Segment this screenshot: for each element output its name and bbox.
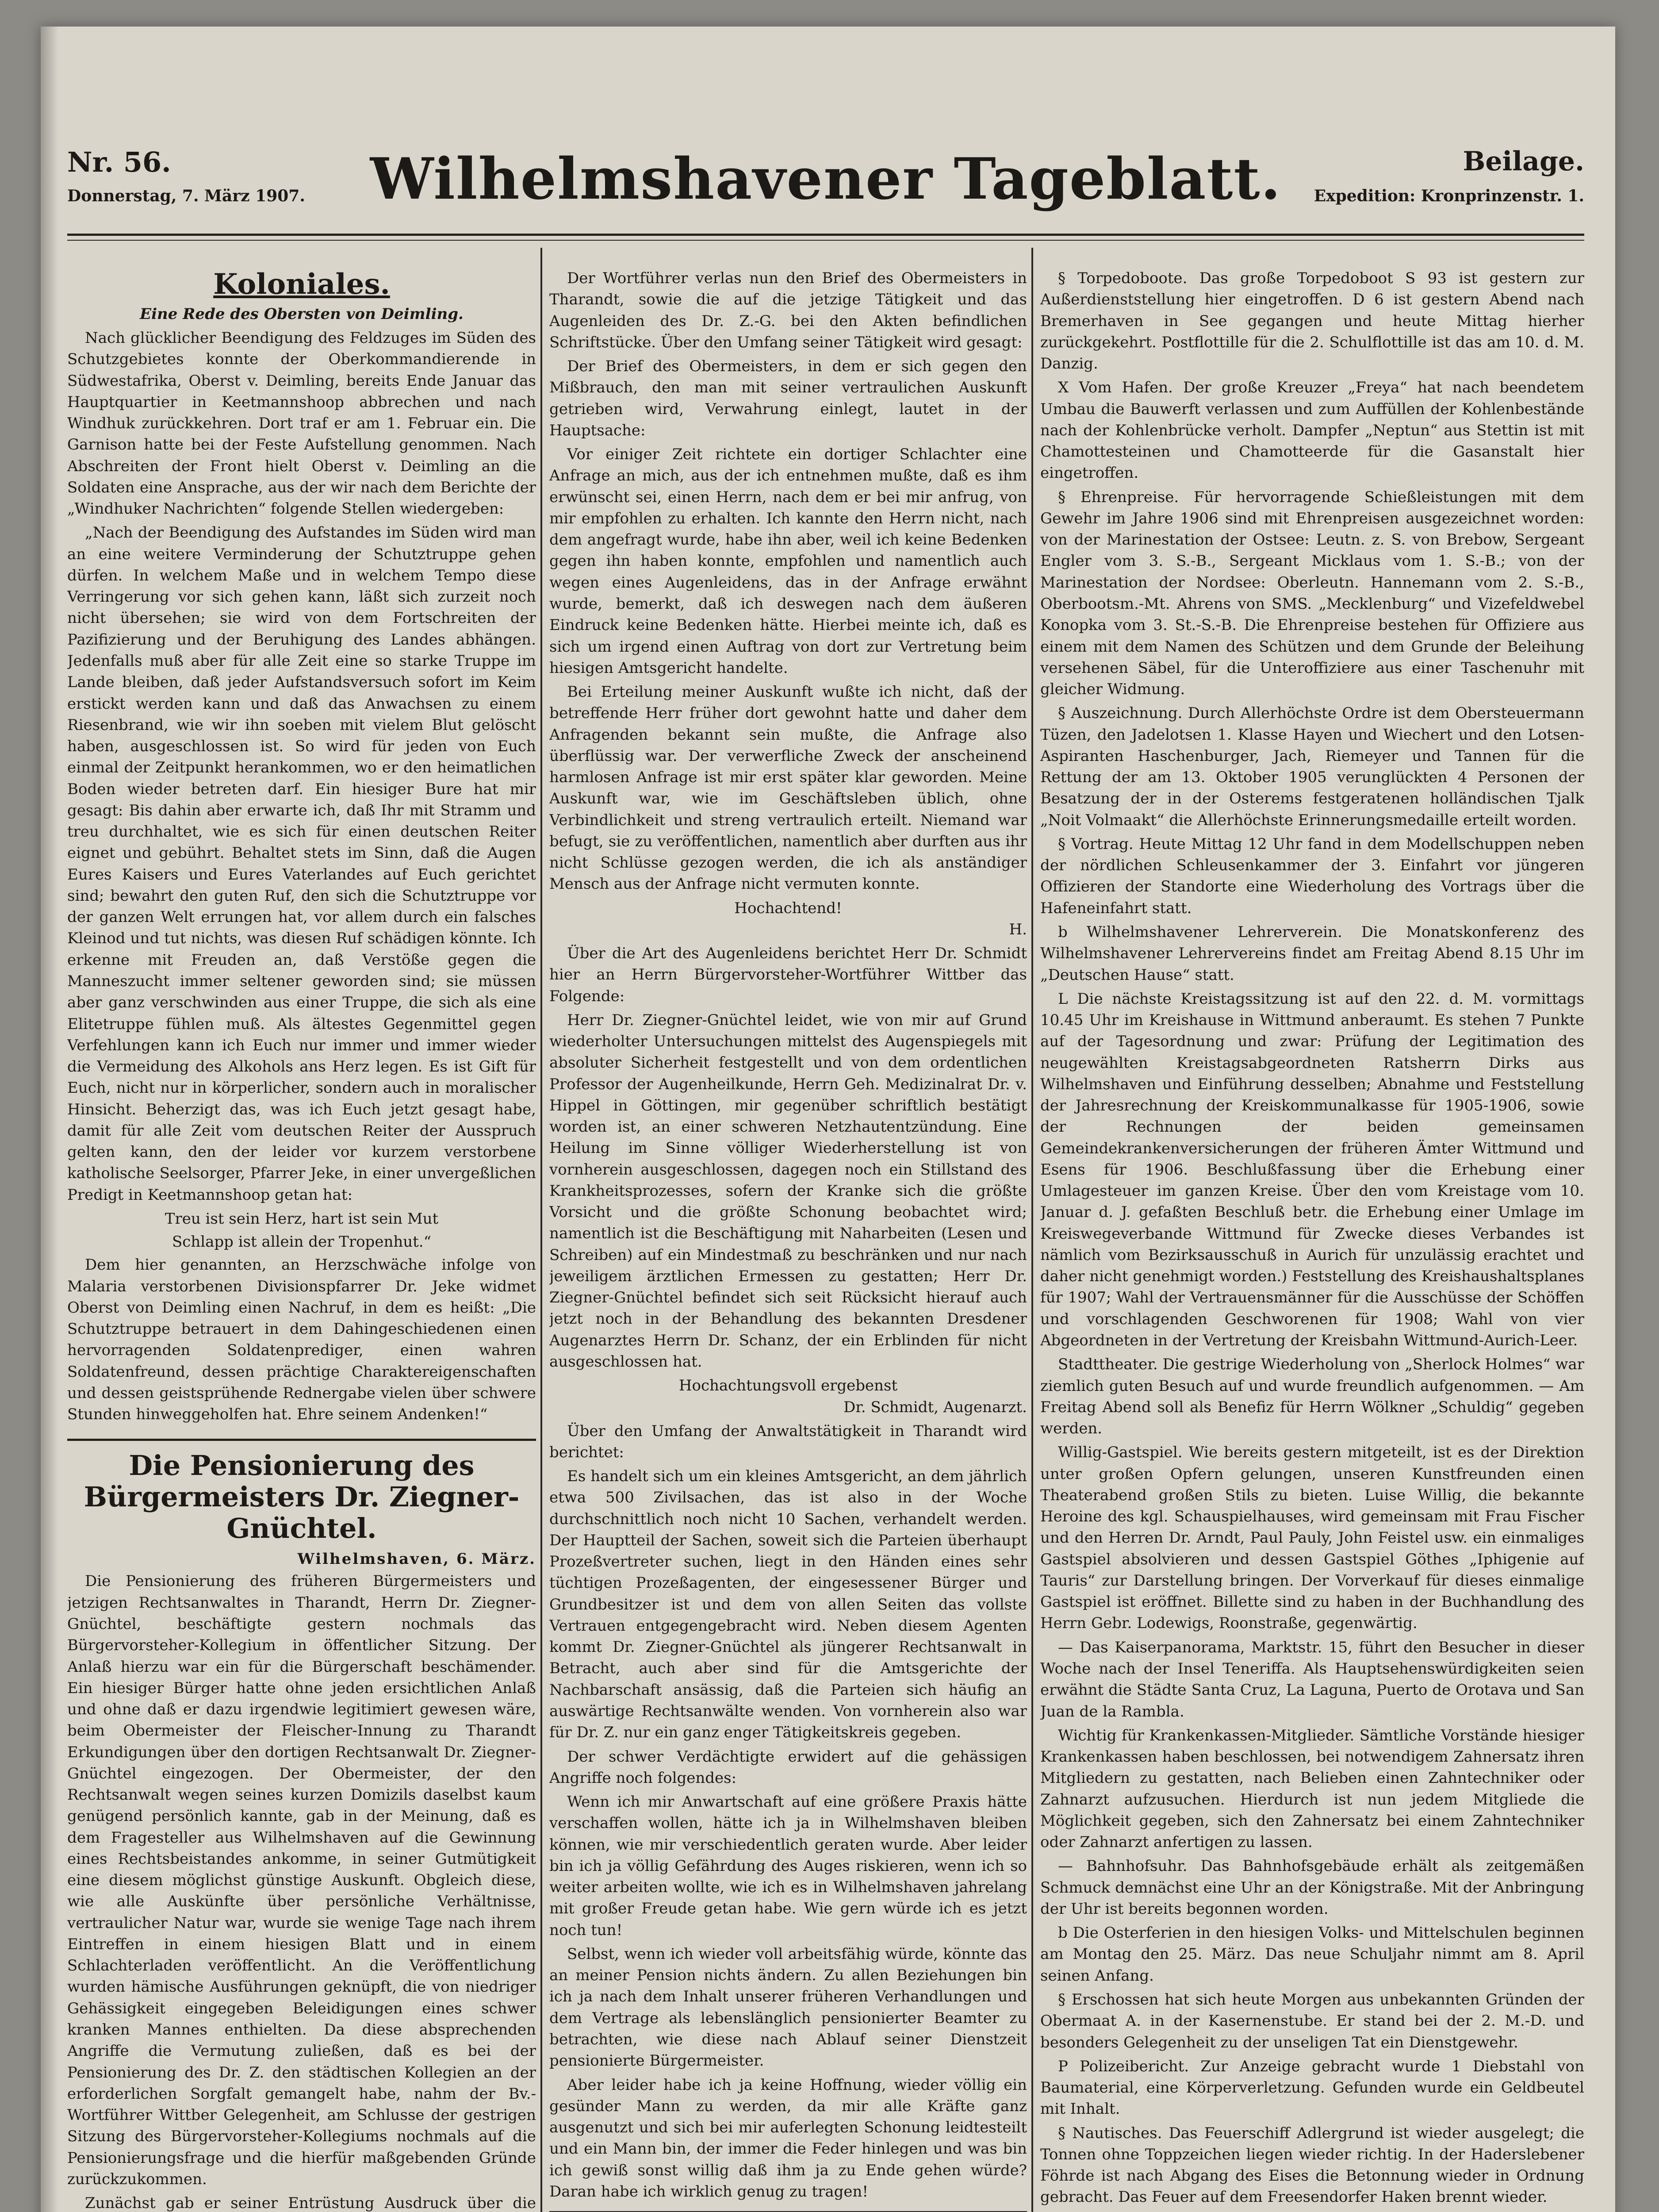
letter-closing: Hochachtungsvoll ergebenst	[678, 1377, 898, 1395]
column-divider-1	[540, 248, 542, 2212]
news-item: Stadttheater. Die gestrige Wiederholung von „Sherlock Holmes“ war ziemlich guten Besuch auf und wurde freundlich aufgenommen. — Am Freitag Abend soll als Benefiz für Herrn Wölkner „Schuldig“ gegeben werden.	[1040, 1356, 1584, 1438]
news-item: § Erschossen hat sich heute Morgen aus unbekannten Gründen der Obermaat A. in der Kasernenstube. Er stand bei der 2. M.-D. und besonders Gelegenheit zu der unseligen Tat ein Dienstgewehr.	[1040, 1990, 1584, 2051]
news-item: L Die nächste Kreistagssitzung ist auf den 22. d. M. vormittags 10.45 Uhr im Kreishause in Wittmund anberaumt. Es stehen 7 Punkte auf der Tagesordnung und zwar: Prüfung der Legitimation des neugewählten Kreistagsabgeordneten Ratsherrn Dirks aus Wilhelmshaven und Einführung desselben; Abnahme und Feststellung der Jahresrechnung der Kreiskommunalkasse für 1905-1906, sowie der Rechnungen der beiden gemeinsamen Gemeindekrankenversicherungen der früheren Ämter Wittmund und Esens für 1906. Beschlußfassung über die Erhebung einer Umlagesteuer im ganzen Kreise. Über den vom Kreistage vom 10. Januar d. J. gefaßten Beschluß betr. die Erhebung einer Umlage im Kreiswegeverbande Wittmund für Zwecke dieses Verbandes ist nämlich vom Bezirksausschuß in Aurich für unzulässig erachtet und daher nicht genehmigt worden.) Feststellung des Kreishaushaltsplanes für 1907; Wahl der Vertrauensmänner für die Ausschüsse der Schöffen und vorschlagenden Geschworenen für 1908; Wahl von vier Abgeordneten in der Vertretung der Kreisbahn Wittmund-Aurich-Leer.	[1040, 990, 1584, 1350]
letter-paragraph: Vor einiger Zeit richtete ein dortiger Schlachter eine Anfrage an mich, aus der ich entnehmen mußte, daß es ihm erwünscht sei, einen Herrn, nach dem er bei mir anfrug, von mir empfohlen zu erhalten. Ich kannte den Herrn nicht, nach dem angefragt wurde, habe ihn aber, weil ich keine Bedenken gegen ihn haben konnte, empfohlen und namentlich auch wegen eines Augenleidens, das in der Anfrage erwähnt wurde, bemerkt, daß ich deswegen nach dem äußeren Eindruck keine Bedenken hätte. Hierbei meinte ich, daß es sich um irgend einen Auftrag von dort zur Vertretung beim hiesigen Amtsgericht handelte.	[549, 445, 1027, 677]
news-item: — Das Kaiserpanorama, Marktstr. 15, führt den Besucher in dieser Woche nach der Insel Teneriffa. Als Hauptsehenswürdigkeiten seien erwähnt die Städte Santa Cruz, La Laguna, Puerto de Orotava und San Juan de la Rambla.	[1040, 1638, 1584, 1720]
expedition-address: Expedition: Kronprinzenstr. 1.	[1314, 187, 1584, 205]
letter-paragraph: Selbst, wenn ich wieder voll arbeitsfähig würde, könnte das an meiner Pension nichts ändern. Zu allen Beziehungen bin ich ja nach dem Inhalt unserer früheren Verhandlungen und dem Vertrage als lebenslänglich pensionierter Beamter zu betrachten, wie diese nach Ablauf seiner Dienstzeit pensionierte Bürgermeister.	[549, 1945, 1027, 2070]
news-item: Willig-Gastspiel. Wie bereits gestern mitgeteilt, ist es der Direktion unter großen Opfern gelungen, unseren Kunstfreunden einen Theaterabend großen Stils zu bieten. Luise Willig, die bekannte Heroine des kgl. Schauspielhauses, wird gemeinsam mit Frau Fischer und den Herren Dr. Arndt, Paul Pauly, John Feistel usw. ein einmaliges Gastspiel absolvieren und dessen Gastspiel Göthes „Iphigenie auf Tauris“ zur Darstellung bringen. Der Vorverkauf für dieses einmalige Gastspiel ist eröffnet. Billette sind zu haben in der Buchhandlung des Herrn Gebr. Lodewigs, Roonstraße, gegenwärtig.	[1040, 1444, 1584, 1632]
newspaper-title: Wilhelmshavener Tageblatt.	[370, 146, 1282, 212]
letter-paragraph: Bei Erteilung meiner Auskunft wußte ich nicht, daß der betreffende Herr früher dort gewohnt hatte und daher dem Anfragenden bekannt sein mußte, die Anfrage also überflüssig war. Der verwerfliche Zweck der anscheinend harmlosen Anfrage ist mir erst später klar geworden. Meine Auskunft war, wie im Geschäftsleben üblich, ohne Verbindlichkeit und streng vertraulich erteilt. Niemand war befugt, sie zu veröffentlichen, namentlich aber durften aus ihr nicht Schlüsse gezogen werden, die ich als anständiger Mensch aus der Anfrage nicht vermuten konnte.	[549, 683, 1027, 893]
article-paragraph: Über den Umfang der Anwaltstätigkeit in Tharandt wird berichtet:	[549, 1422, 1027, 1461]
article-paragraph: Der schwer Verdächtigte erwidert auf die gehässigen Angriffe noch folgendes:	[549, 1747, 1027, 1787]
news-item: b Die Osterferien in den hiesigen Volks- und Mittelschulen beginnen am Montag den 25. März. Das neue Schuljahr nimmt am 8. April seinen Anfang.	[1040, 1924, 1584, 1985]
letter-paragraph: Wenn ich mir Anwartschaft auf eine größere Praxis hätte verschaffen wollen, hätte ich ja in Wilhelmshaven bleiben können, wie mir verschiedentlich geraten wurde. Aber leider bin ich ja völlig Gefährdung des Auges riskieren, wenn ich so weiter arbeiten wollte, wie ich es in Wilhelmshaven jahrelang mit großer Freude getan habe. Wie gern würde ich es jetzt noch tun!	[549, 1793, 1027, 1939]
masthead-rule-bottom	[67, 240, 1584, 241]
koloniales-heading: Koloniales.	[213, 268, 390, 301]
newspaper-page	[41, 27, 1615, 2212]
news-item: § Ehrenpreise. Für hervorragende Schießleistungen mit dem Gewehr im Jahre 1906 sind mit Ehrenpreisen ausgezeichnet worden: von der Marinestation der Ostsee: Leutn. z. S. von Brebow, Sergeant Engler vom 3. S.-B., Sergeant Micklaus vom 1. S.-B.; von der Marinestation der Nordsee: Oberleutn. Hannemann vom 2. S.-B., Oberbootsm.-Mt. Ahrens von SMS. „Mecklenburg“ und Vizefeldwebel Konopka vom 3. St.-S.-B. Die Ehrenpreise bestehen für Offiziere aus einem mit dem Namen des Schützen und dem Grunde der Beleihung versehenen Säbel, für die Unteroffiziere aus einer Taschenuhr mit gleicher Widmung.	[1040, 488, 1584, 699]
koloniales-subheading: Eine Rede des Obersten von Deimling.	[140, 305, 464, 323]
news-item: Wichtig für Krankenkassen-Mitglieder. Sämtliche Vorstände hiesiger Krankenkassen haben beschlossen, bei notwendigem Zahnersatz ihren Mitgliedern zu gestatten, nach Belieben einen Zahntechniker oder Zahnarzt aufzusuchen. Hierdurch ist nun jedem Mitgliede die Möglichkeit gegeben, sich den Zahnersatz bei einem Zahntechniker oder Zahnarzt anfertigen zu lassen.	[1040, 1726, 1584, 1851]
masthead-rule-top	[67, 234, 1584, 236]
column-3	[1040, 268, 1584, 2212]
letter-signature: Dr. Schmidt, Augenarzt.	[843, 1398, 1027, 1416]
column-divider-2	[1031, 248, 1033, 2212]
article-paragraph: Der Brief des Obermeisters, in dem er sich gegen den Mißbrauch, den man mit seiner vertraulichen Auskunft getrieben wird, Verwahrung einlegt, lautet in der Hauptsache:	[549, 357, 1027, 439]
news-item: § Nautisches. Das Feuerschiff Adlergrund ist wieder ausgelegt; die Tonnen ohne Toppzeichen liegen wieder richtig. In der Haderslebener Föhrde ist nach Abgang des Eises die Betonnung wieder in Ordnung gebracht. Das Feuer auf dem Freesendorfer Haken brennt wieder.	[1040, 2124, 1584, 2206]
section-separator	[67, 1439, 536, 1441]
article-paragraph: Dem hier genannten, an Herzschwäche infolge von Malaria verstorbenen Divisionspfarrer Dr. Jeke widmet Oberst von Deimling einen Nachruf, in dem es heißt: „Die Schutztruppe betrauert in dem Dahingeschiedenen einen hervorragenden Soldatenprediger, einen wahren Soldatenfreund, dessen prächtige Charaktereigenschaften und dessen geistsprühende Rednergabe vielen über schwere Stunden hinweggeholfen hat. Ehre seinem Andenken!“	[67, 1256, 536, 1424]
letter-paragraph: Herr Dr. Ziegner-Gnüchtel leidet, wie von mir auf Grund wiederholter Untersuchungen mittelst des Augenspiegels mit absoluter Sicherheit festgestellt und von dem ordentlichen Professor der Augenheilkunde, Herrn Geh. Medizinalrat Dr. v. Hippel in Göttingen, mir gegenüber schriftlich bestätigt worden ist, an einer schweren Netzhautentzündung. Eine Heilung im Sinne völliger Wiederherstellung ist von vornherein ausgeschlossen, dagegen noch ein Stillstand des Krankheitsprozesses, sofern der Kranke sich die größte Vorsicht und die größte Schonung beobachtet wird; namentlich ist die Beschäftigung mit Naharbeiten (Lesen und Schreiben) auf ein Mindestmaß zu beschränken und nur nach jeweiligem ärztlichen Ermessen zu gestatten; Herr Dr. Ziegner-Gnüchtel befindet sich seit Rücksicht hierauf auch jetzt noch in der Behandlung des bekannten Dresdener Augenarztes Herrn Dr. Schanz, der ein Erblinden für nicht ausgeschlossen hat.	[549, 1011, 1027, 1371]
issue-date: Donnerstag, 7. März 1907.	[67, 187, 305, 205]
masthead	[67, 146, 1584, 226]
letter-paragraph: Aber leider habe ich ja keine Hoffnung, wieder völlig ein gesünder Mann zu werden, da mir alle Kräfte ganz ausgenutzt und sich bei mir auferlegten Schonung leidtesteilt und ein Mann bin, der immer die Feder hinlegen und was bin ich gewiß sonst willig daß ihm ja zu Ende gehen würde? Daran habe ich wirklich genug zu tragen!	[549, 2076, 1027, 2200]
pensionierung-heading: Die Pensionierung des Bürgermeisters Dr. Ziegner-Gnüchtel.	[84, 1449, 520, 1545]
article-paragraph: Über die Art des Augenleidens berichtet Herr Dr. Schmidt hier an Herrn Bürgervorsteher-Wortführer Wittber das Folgende:	[549, 944, 1027, 1005]
supplement-label: Beilage.	[1463, 146, 1584, 177]
news-item: P Polizeibericht. Zur Anzeige gebracht wurde 1 Diebstahl von Baumaterial, eine Körperverletzung. Gefunden wurde ein Geldbeutel mit Inhalt.	[1040, 2057, 1584, 2118]
verse-line: Treu ist sein Herz, hart ist sein Mut	[165, 1210, 439, 1228]
article-paragraph: Nach glücklicher Beendigung des Feldzuges im Süden des Schutzgebietes konnte der Oberkommandierende in Südwestafrika, Oberst v. Deimling, bereits Ende Januar das Hauptquartier in Keetmannshoop abbrechen und nach Windhuk zurückkehren. Dort traf er am 1. Februar ein. Die Garnison hatte bei der Feste Aufstellung genommen. Nach Abschreiten der Front hielt Oberst v. Deimling an die Soldaten eine Ansprache, aus der wir nach dem Berichte der „Windhuker Nachrichten“ folgende Stellen wiedergeben:	[67, 329, 536, 518]
letter-greeting: Hochachtend!	[734, 899, 842, 917]
verse-line: Schlapp ist allein der Tropenhut.“	[172, 1233, 431, 1251]
dateline: Wilhelmshaven, 6. März.	[297, 1550, 536, 1568]
letter-initial: H.	[1009, 920, 1027, 938]
column-2	[549, 268, 1027, 2212]
column-1	[67, 268, 536, 2212]
news-item: § Torpedoboote. Das große Torpedoboot S 93 ist gestern zur Außerdienststellung hier eingetroffen. D 6 ist gestern Abend nach Bremerhaven in See gegangen und heute Mittag hierher zurückgekehrt. Postflottille für die 2. Schulflottille ist das am 10. d. M. Danzig.	[1040, 269, 1584, 373]
article-paragraph: Der Wortführer verlas nun den Brief des Obermeisters in Tharandt, sowie die auf die jetzige Tätigkeit und das Augenleiden des Dr. Z.-G. bei den Akten befindlichen Schriftstücke. Über den Umfang seiner Tätigkeit wird gesagt:	[549, 269, 1027, 351]
article-paragraph: Die Pensionierung des früheren Bürgermeisters und jetzigen Rechtsanwaltes in Tharandt, Herrn Dr. Ziegner-Gnüchtel, beschäftigte gestern nochmals das Bürgervorsteher-Kollegium in öffentlicher Sitzung. Der Anlaß hierzu war ein für die Bürgerschaft beschämender. Ein hiesiger Bürger hatte ohne jeden ersichtlichen Anlaß und ohne daß er dazu irgendwie legitimiert gewesen wäre, beim Obermeister der Fleischer-Innung zu Tharandt Erkundigungen über den dortigen Rechtsanwalt Dr. Ziegner-Gnüchtel eingezogen. Der Obermeister, der den Rechtsanwalt wegen seines kurzen Domizils daselbst kaum genügend persönlich kannte, gab in der Meinung, daß es dem Fragesteller aus Wilhelmshaven auf die Gewinnung eines Rechtsbeistandes ankomme, in seiner Gutmütigkeit eine diesem möglichst günstige Auskunft. Obgleich diese, wie alle Auskünfte über persönliche Verhältnisse, vertraulicher Natur war, wurde sie wenige Tage nach ihrem Eintreffen in einem hiesigen Blatt und in einem Schlachterladen veröffentlicht. An die Veröffentlichung wurden hämische Ausführungen geknüpft, die von niedriger Gehässigkeit eingegeben Beleidigungen eines schwer kranken Mannes enthielten. Da diese absprechenden Angriffe die Vermutung zuließen, daß es bei der Pensionierung des Dr. Z. den städtischen Kollegien an der erforderlichen Sorgfalt gemangelt habe, nahm der Bv.-Wortführer Wittber Gelegenheit, am Schlusse der gestrigen Sitzung des Bürgervorsteher-Kollegiums nochmals auf die Pensionierungsfrage und die hierfür maßgebenden Gründe zurückzukommen.	[67, 1572, 536, 2188]
page-fold-shadow	[41, 27, 58, 2212]
news-item: X Vom Hafen. Der große Kreuzer „Freya“ hat nach beendetem Umbau die Bauwerft verlassen und zum Auffüllen der Kohlenbestände nach der Kohlenbrücke verholt. Dampfer „Neptun“ aus Stettin ist mit Chamottesteinen und Chamotteerde für die Gasanstalt hier eingetroffen.	[1040, 379, 1584, 482]
news-item: — Bahnhofsuhr. Das Bahnhofsgebäude erhält als zeitgemäßen Schmuck demnächst eine Uhr an der Königstraße. Mit der Anbringung der Uhr ist bereits begonnen worden.	[1040, 1857, 1584, 1918]
news-item: § Vortrag. Heute Mittag 12 Uhr fand in dem Modellschuppen neben der nördlichen Schleusenkammer der 3. Einfahrt vor jüngeren Offizieren der Standorte eine Wiederholung des Vortrags über die Hafeneinfahrt statt.	[1040, 835, 1584, 917]
news-item: b Wilhelmshavener Lehrerverein. Die Monatskonferenz des Wilhelmshavener Lehrervereins findet am Freitag Abend 8.15 Uhr im „Deutschen Hause“ statt.	[1040, 923, 1584, 984]
issue-number: Nr. 56.	[67, 146, 171, 178]
article-paragraph: Es handelt sich um ein kleines Amtsgericht, an dem jährlich etwa 500 Zivilsachen, das ist also in der Woche durchschnittlich noch nicht 10 Sachen, verhandelt werden. Der Hauptteil der Sachen, soweit sich die Parteien überhaupt Prozeßvertreter suchen, liegt in den Händen eines sehr tüchtigen Prozeßagenten, der eingesessener Bürger und Grundbesitzer ist und dem von allen Seiten das vollste Vertrauen entgegengebracht wird. Neben diesem Agenten kommt Dr. Ziegner-Gnüchtel als jüngerer Rechtsanwalt in Betracht, auch aber sind für die Amtsgerichte der Nachbarschaft ansässig, daß die Parteien sich häufig an auswärtige Rechtsanwälte wenden. Von vornherein also war für Dr. Z. nur ein ganz enger Tätigkeitskreis gegeben.	[549, 1467, 1027, 1742]
article-paragraph: Zunächst gab er seiner Entrüstung Ausdruck über die	[85, 2194, 536, 2212]
news-item: § Auszeichnung. Durch Allerhöchste Ordre ist dem Obersteuermann Tüzen, den Jadelotsen 1. Klasse Hayen und Wiechert und den Lotsen-Aspiranten Haschenburger, Jach, Riemeyer und Tannen für die Rettung der am 13. Oktober 1905 verunglückten 4 Personen der Besatzung der in der Osterems festgeratenen holländischen Tjalk „Noit Volmaakt“ die Allerhöchste Erinnerungsmedaille erteilt worden.	[1040, 704, 1584, 829]
article-paragraph: „Nach der Beendigung des Aufstandes im Süden wird man an eine weitere Verminderung der Schutztruppe gehen dürfen. In welchem Maße und in welchem Tempo diese Verringerung vor sich gehen kann, läßt sich zurzeit noch nicht übersehen; sie wird von dem Fortschreiten der Pazifizierung und der Beruhigung des Landes abhängen. Jedenfalls muß aber für alle Zeit eine so starke Truppe im Lande bleiben, daß jeder Aufstandsversuch sofort im Keim erstickt werden kann und daß das Anwachsen zu einem Riesenbrand, wie wir ihn soeben mit vielem Blut gelöscht haben, ausgeschlossen ist. So wird für jeden von Euch einmal der Zeitpunkt herankommen, wo er den heimatlichen Boden wieder betreten darf. Ein hiesiger Bure hat mir gesagt: Bis dahin aber erwarte ich, daß Ihr mit Stramm und treu durchhaltet, wie es sich für einen deutschen Reiter eignet und gebührt. Behaltet stets im Sinn, daß die Augen Eures Kaisers und Eures Vaterlandes auf Euch gerichtet sind; bewahrt den guten Ruf, den sich die Schutztruppe vor der ganzen Welt errungen hat, vor allem durch ein falsches Kleinod und tut nichts, was diesen Ruf schädigen könnte. Ich erkenne mit Freuden an, daß Verstöße gegen die Manneszucht immer seltener geworden sind; sie müssen aber ganz verschwinden aus einer Truppe, die sich als eine Elitetruppe fühlen muß. Als ältestes Gegenmittel gegen Verfehlungen kann ich Euch nur immer und immer wieder die Vermeidung des Alkohols ans Herz legen. Es ist Gift für Euch, nicht nur in körperlicher, sondern auch in moralischer Hinsicht. Beherzigt das, was ich Euch jetzt gesagt habe, damit für alle Zeit vom deutschen Reiter der Ausspruch gelten kann, den der leider vor kurzem verstorbene katholische Seelsorger, Pfarrer Jeke, in einer unvergeßlichen Predigt in Keetmannshoop getan hat:	[67, 524, 536, 1204]
